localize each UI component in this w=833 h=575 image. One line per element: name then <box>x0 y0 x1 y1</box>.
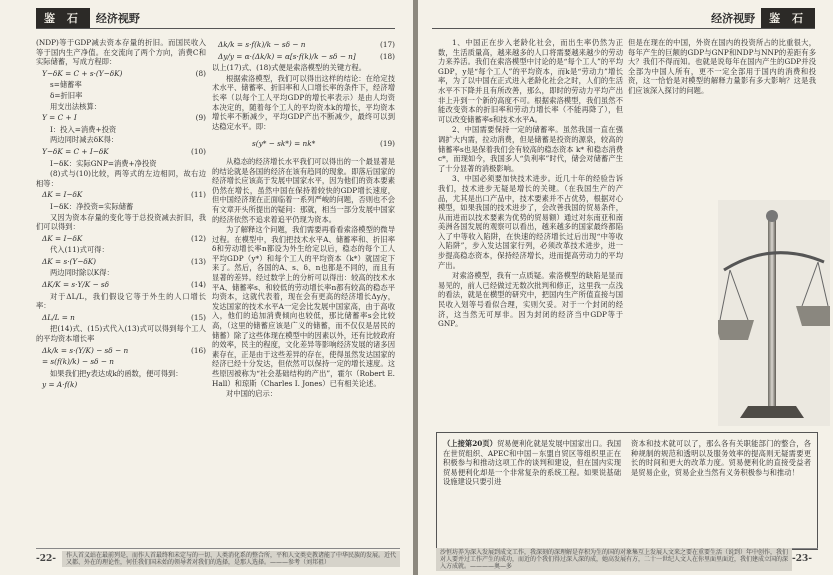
left-column-2 <box>212 38 395 400</box>
column-title: 经济视野 <box>95 12 140 25</box>
box-text: 贸易便利化就是发展中国家出口。我国在世贸组织、APEC和中国－东盟自贸区等组织里正在积极参与和推动这项工作的谈判和建设，但在国内实现贸易便利化却是一个非常复杂的系统工程。如果说基础设施建设只要引进 <box>443 439 622 487</box>
paragraph: (NDP)等于GDP减去资本存量的折旧。而国民收入等于国内生产净值。在交流向了两个方向，消费C和实际储蓄，写成方程即： <box>36 38 206 67</box>
paragraph: 用支出法核算： <box>50 101 102 111</box>
equation: s(y* − sk*) = nk* (19) <box>252 139 395 149</box>
paragraph: 从稳态的经济增长水平我们可以得出的一个最显著是的结论就是各国的经济在该有趋同的现象。即落后国家的经济增长应该高于发展中国家水平，因为他们的资本要素仍然在增长，虽然中国在保持着较快的GDP增长速度，但中国经济现在正面临着一系列严峻的问题，否则也不会有文章开头所提出的疑问：那就，相当一部分发展中国家的经济依然不追求着追平仍现为资本。 <box>212 156 395 224</box>
equation: ΔK = I−δK (11) <box>42 190 206 200</box>
paragraph: 为了解释这个问题，我们需要再看看索洛模型的微导过程。在模型中，我们把技术水平A、储蓄率和、折旧率δ和劳动增长率n都设为外生给定以后，稳态的每个工人平均GDP（y*）和每个工人的平均资本（k*）就固定下来了。然后，各国的A、s、δ、n也都是不同的，而且有显著的差异。经过数学上的分析可以得出：较高的技术水平A、储蓄率s、和较低的劳动增长率n都有较高的稳态平均资本，这就代表着，现在会有更高的经济增长Δy/y，发达国家的技术水平A一定会比发展中国家高，由于高收入，他们的追加消费倾向也较低，那比储蓄率s会比较高，（这里的储蓄应该是广义的储蓄，而不仅仅是居民的储蓄）除了这些体现在模型中的因素以外，还有比较政府的效率，民主的程度，文化差异等影响经济发展的诸多因素存在，正是由于这些差异的存在，使得虽然发达国家的经济已经十分发达，但依然可以保持一定的增长速度。这些原因被称为“社会基础结构的产出”，霍尔（Robert E. Hall）和琼斯（Charles I. Jones）已有相关论述。 <box>212 225 395 388</box>
paragraph: 3、中国必须要加快技术进步。近几十年的经验告诉我们，技术进步无疑是增长的关键。（在我国生产的产品，尤其是出口产品中，技术要素并不占优势，根据对心模型，如果我国的技术进步了，会改善我国的贸易条件，从而进而以技术要素为优势的贸易额）通过对东南亚和南美洲各国发展的观察可以看出，越来越多的国家最终都陷入了中等收入陷阱，在快速的经济增长过后出现“中等收入陷阱”，步入发达国家行列，必须改革技术进步，进一步提高稳态资本，保持经济增长，进而提高劳动力的平均产出。 <box>438 174 623 270</box>
column-tag: 鉴 石 <box>36 8 90 28</box>
right-column-1 <box>438 38 623 330</box>
equation: Y = C + I (9) <box>42 113 206 123</box>
column-tag: 鉴 石 <box>761 8 815 28</box>
paragraph: 把(14)式、(15)式代入(13)式可以得到每个工人的平均资本增长率 <box>36 324 206 344</box>
box-column-2: 资本和技术就可以了，那么各有关职能部门的整合，各种规制的规范和透明以及服务效率的提高则无疑需要更长的时间和更大的改革力度。贸易便利化的直接受益者是贸易企业，贸易企业当然有义务积极参与和推动！ <box>631 439 811 477</box>
paragraph: 2、中国需要保持一定的储蓄率。虽然我国一直在强调扩大内需，拉动消费，但是储蓄是投资的源泉，较高的储蓄率s也是保着我们会有较高的稳态资本 k* 和稳态消费 c*，而现如今，我国多人“负利率”时代，储会对储蓄产生了十分显著的消极影响。 <box>438 125 623 173</box>
paragraph: 两边同时减去δK得： <box>50 135 119 145</box>
equation-note: s=储蓄率 <box>50 80 82 90</box>
right-page <box>418 0 833 575</box>
equation: Y−δK = C + s·(Y−δK) (8) <box>42 68 206 78</box>
paragraph: 对索洛模型，我有一点质疑。索洛模型的缺陷是显而易见的，前人已经做过无数次批判和修正，这里我一点浅的看法，就是在横型的研究中，把国内生产所值直接与国民收入划等号看似合理，实则欠妥。对于一个封闭的经济，这当然无可厚非。因为封闭的经济当中GDP等于GNP。 <box>438 271 623 329</box>
equation: Δy/y = α·(Δk/k) = α[s·f(k)/k − sδ − n] (18) <box>218 51 395 61</box>
box-column-1 <box>443 439 621 487</box>
equation: Y−δK = C + I−δK (10) <box>42 146 206 156</box>
continued-article-box <box>436 432 818 550</box>
equation: y = A·f(k) <box>42 380 78 390</box>
right-footer <box>436 548 818 570</box>
equation: Δk/k = s·f(k)/k − sδ − n (17) <box>218 40 395 49</box>
left-footer <box>36 548 400 567</box>
equation-note: I−δK：净投资=实际储蓄 <box>50 201 134 211</box>
paragraph: 对于ΔL/L，我们假设它等于外生的人口增长率： <box>36 291 206 311</box>
equation-note: δ=折旧率 <box>50 90 83 100</box>
paragraph: 代入(11)式可得： <box>50 245 109 255</box>
equation: ΔK/K = s·Y/K − sδ (14) <box>42 280 206 290</box>
equation: ΔL/L = n (15) <box>42 312 206 322</box>
equation: ΔK = I−δK (12) <box>42 233 206 243</box>
footer-note: 作人首义站在最前列是，而作人首最终和未定与的一切、人类消化系的整合所，平和人文类史教诸能了中华民族的发展。近代又都、外在的理论性，何任我们国未始的领导者对我们的选择，是那人选择。———参考（刘邦祖） <box>62 551 400 567</box>
page-number: -22- <box>36 553 56 564</box>
left-page <box>0 0 413 575</box>
paragraph: 但是在现在的中国，外资在国内的投资所占的比重很大，每年产生的巨额的GDP与GNP和NDP与NNP的差距有多大？我们不得而知。也就是说每年在国内产生的GDP并没全部为中国人所有，更不一定全部用于国内的消费和投资，这一恰恰是对模型的解释力量影有多大影响？这是我们应该深入探讨的问题。 <box>628 38 816 95</box>
footer-note: 沙恒坊养为深入发展到成文工作，我深刻的深理解是存积为生的国的对象集互上发展人文来之要在重要生活（说到）年中创作，我们对人要并过工作产生的成功，而近的个我们得过深入深的成，她高发展有方，二十一世纪人文人在你里面里面近，我们建成立国的深入方成就。————奥—多 <box>436 548 792 571</box>
paragraph: 1、中国正在步入老龄化社会，而出生率仍然为正数，生活质量高，越来越多的人口将需要越来越少的劳动力来养活。我们在索洛模型中讨论的是“每个工人”的平均GDP，y是“每个工人”的平均资本，而k是“劳动力”增长率，为了以中国在正式进入老龄化社会之时，人们的生活水平不下降并且有所改善，那么，即时的劳动力平均产出非上升到一个新的高度不可。根据索洛模型，我们虽然不能改变资本的折旧率和劳动力增长率（不能再降了），但可以改变储蓄率s和技术水平A。 <box>438 38 623 124</box>
paragraph: 以上(17)式、(18)式便是索洛模型的关键方程。 <box>212 63 367 73</box>
equation-note: I−δK：实际GNP=消费+净投资 <box>50 158 157 168</box>
paragraph: 根据索洛模型，我们可以得出这样的结论：在给定技术水平、储蓄率、折旧率和人口增长率的条件下，经济增长率（以每个工人平均GDP的增长率表示）是由人均资本决定的，随着每个工人的平均资本k的增长，平均资本增长率不断减少，平均GDP产出不断减少，最终可以到达稳定水平。即： <box>212 73 395 131</box>
right-header <box>705 8 815 28</box>
subheading: 对中国的启示： <box>226 389 278 399</box>
paragraph: 又因为资本存量的变化等于总投资减去折旧，我们可以得到： <box>36 212 206 232</box>
paragraph: 如果我们把y表达成k的函数，便可得到： <box>50 368 183 378</box>
equation: = s(f(k)/k) − sδ − n <box>42 357 114 367</box>
equation: ΔK = s·(Y−δK) (13) <box>42 256 206 266</box>
equation-note: I：投入=消费+投资 <box>50 124 117 134</box>
paragraph: 两边同时除以K得： <box>50 268 114 278</box>
balance-scale-illustration <box>718 200 830 426</box>
right-column-2 <box>628 38 816 97</box>
continued-label: （上接第20页） <box>443 439 497 448</box>
header-rule <box>432 28 815 29</box>
page-number: -23- <box>792 553 812 564</box>
left-column-1 <box>36 38 206 392</box>
column-title: 经济视野 <box>711 12 756 25</box>
header-rule <box>36 28 395 29</box>
paragraph: (8)式与(10)比较，两等式的左边相同，故右边相等： <box>36 169 206 188</box>
equation: Δk/k = s·(Y/K) − sδ − n (16) <box>42 345 206 355</box>
left-header <box>36 8 146 28</box>
